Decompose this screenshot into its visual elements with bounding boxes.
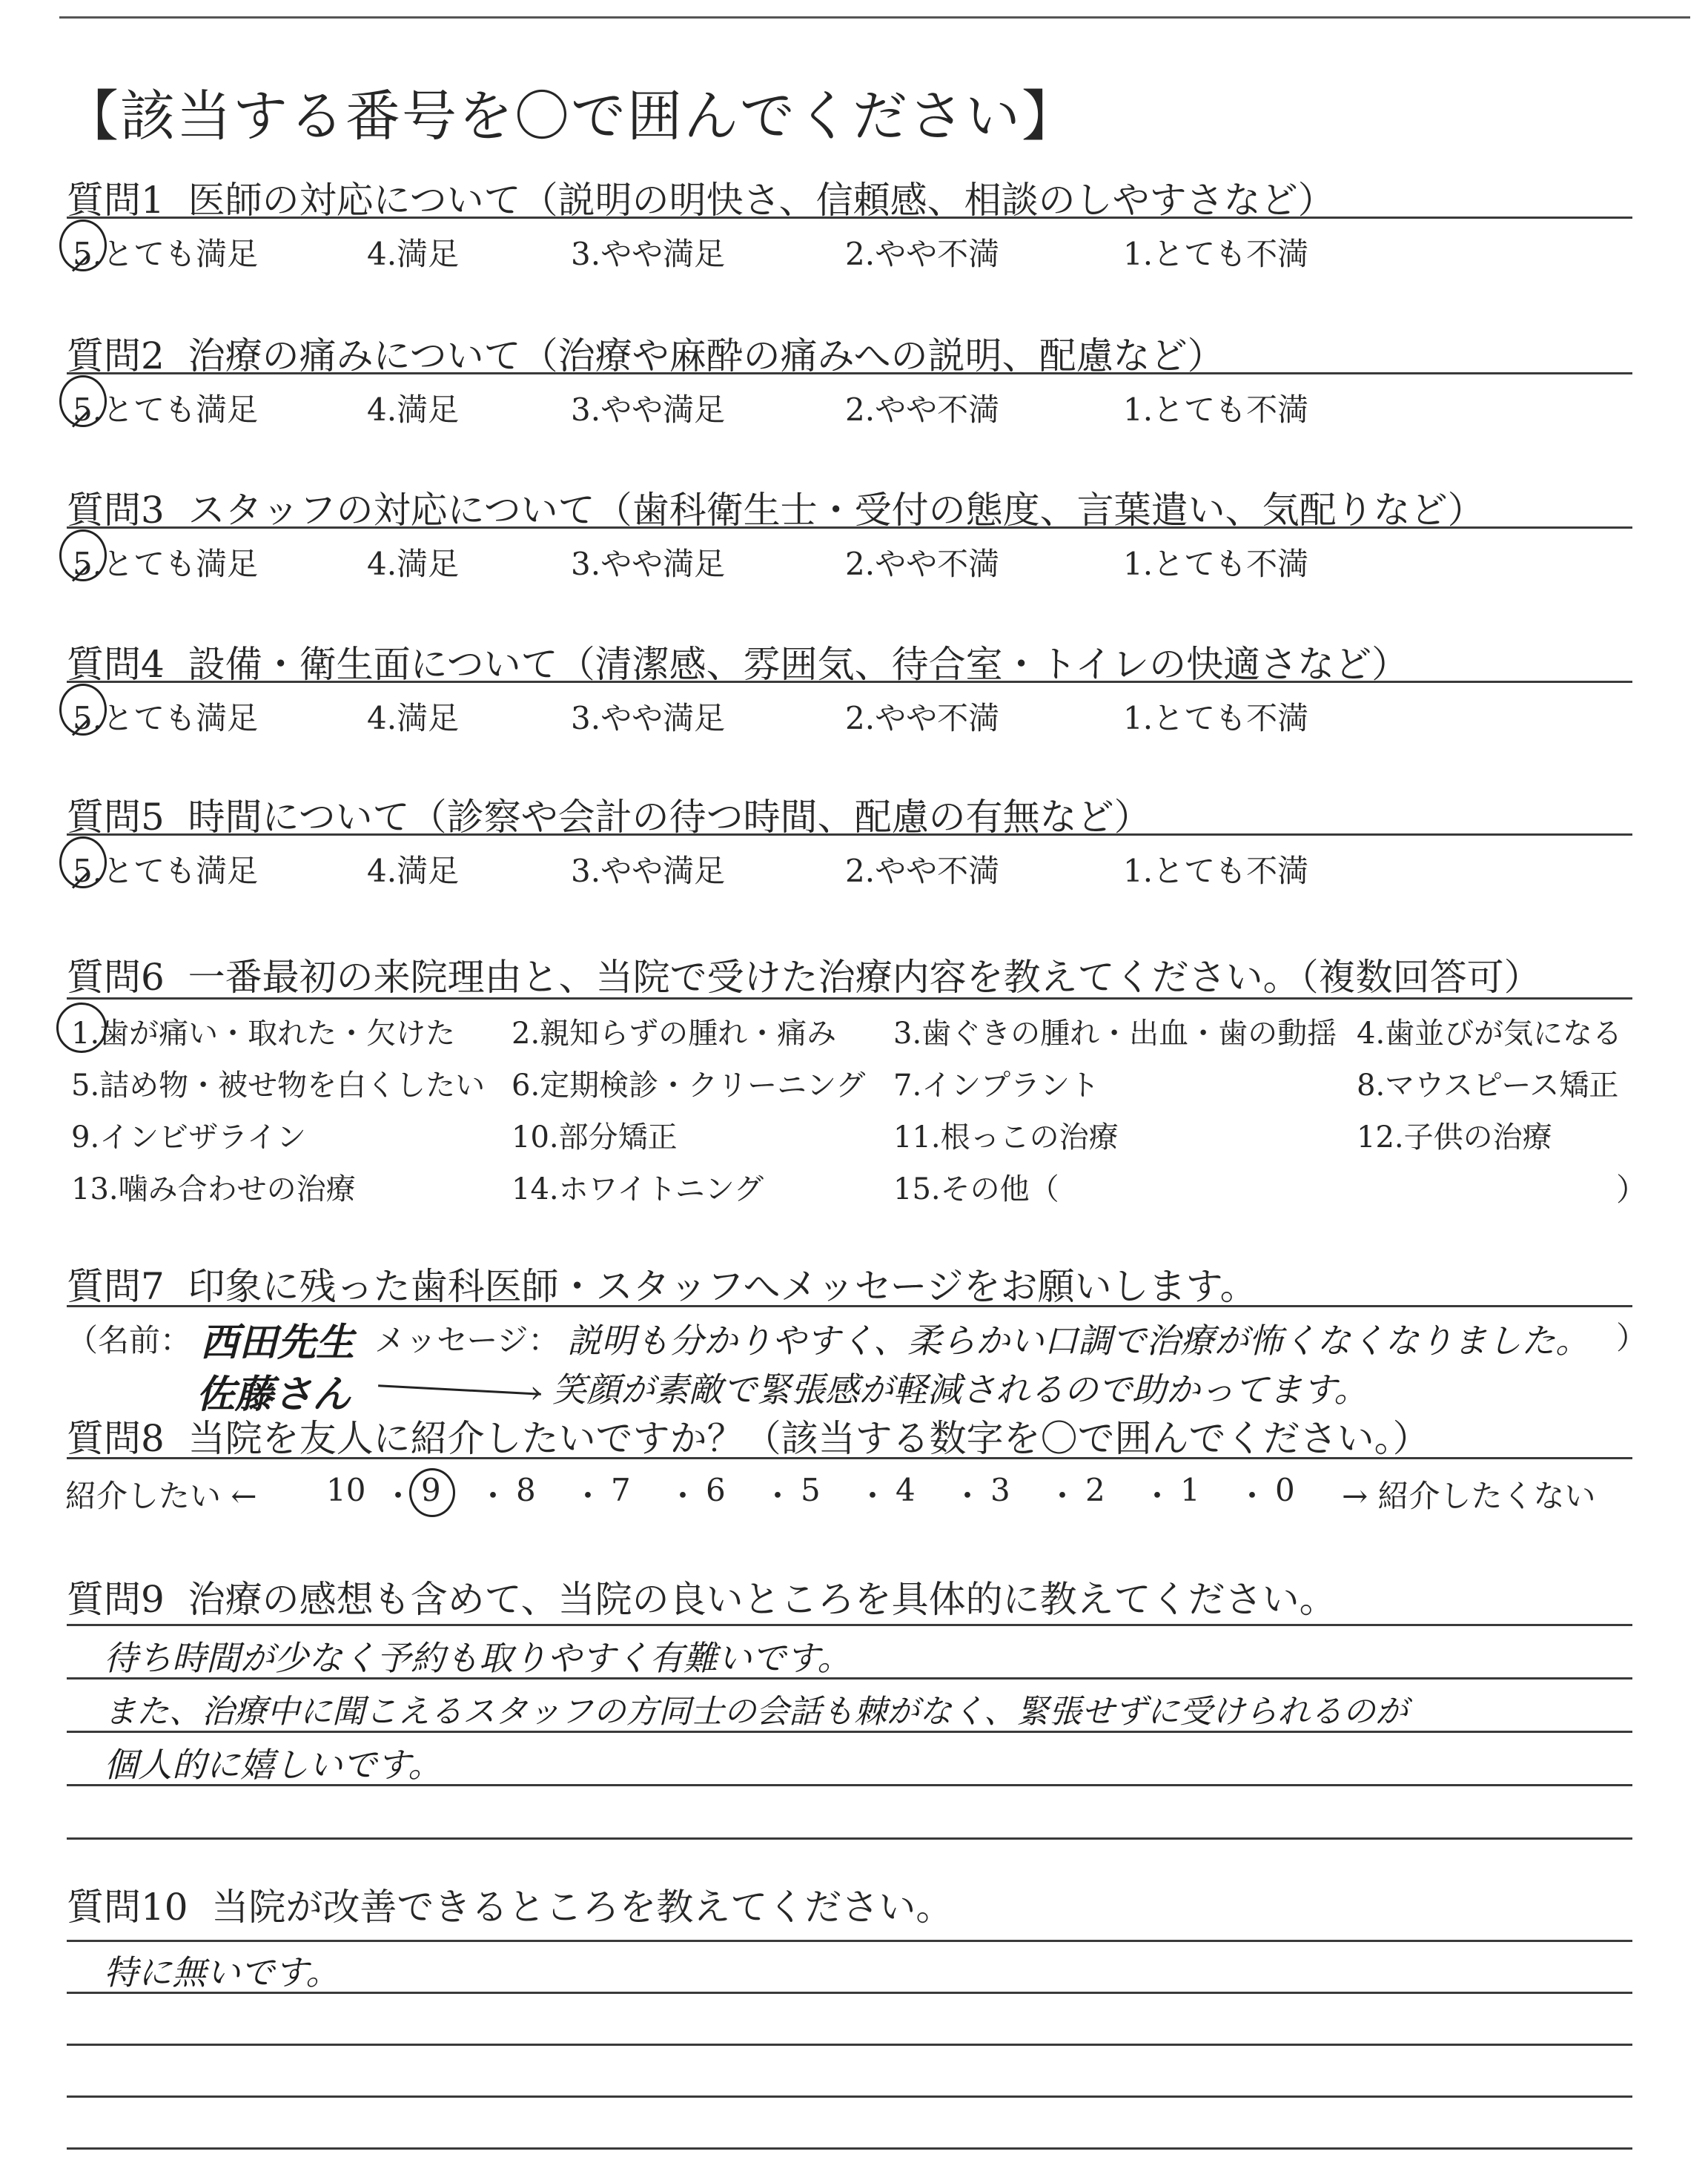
q8-scale-1: 1 (1180, 1472, 1200, 1508)
q7-name-1: 西田先生 (200, 1321, 355, 1365)
q10-line-3 (67, 2044, 1632, 2046)
q8-scale-8: 8 (516, 1472, 536, 1508)
q2-option-3: 3.やや満足 (571, 392, 726, 428)
q1-option-2: 2.やや不満 (845, 236, 1000, 272)
q8-selection-circle (409, 1468, 455, 1517)
q9-heading (67, 1570, 1337, 1623)
q7-label: 質問7 (67, 1265, 165, 1308)
q9-text: 治療の感想も含めて、当院の良いところを具体的に教えてください。 (188, 1578, 1337, 1621)
arrow-right-icon: › (530, 1375, 542, 1410)
q6-option-8: 8.マウスピース矯正 (1357, 1069, 1619, 1103)
q6-option-12: 12.子供の治療 (1357, 1120, 1552, 1155)
top-border (59, 16, 1690, 19)
q10-answer-line-1: 特に無いです。 (104, 1952, 340, 1992)
q6-option-5: 5.詰め物・被せ物を白くしたい (71, 1069, 486, 1103)
q7-text: 印象に残った歯科医師・スタッフへメッセージをお願いします。 (188, 1265, 1257, 1308)
q6-option-15: 15.その他（ (893, 1172, 1059, 1206)
q2-rule (67, 372, 1632, 374)
q6-option-4: 4.歯並びが気になる (1357, 1017, 1623, 1051)
q8-scale-9: 9 (421, 1472, 441, 1508)
q6-heading (67, 948, 1541, 1001)
q1-option-4: 4.満足 (367, 236, 460, 272)
q8-scale-2: 2 (1085, 1472, 1105, 1508)
q6-selection-circle (56, 1003, 107, 1053)
q7-close-paren: ） (1616, 1320, 1648, 1356)
q4-option-5: 5.とても満足 (73, 700, 259, 736)
q2-option-4: 4.満足 (367, 392, 460, 428)
q5-text: 時間について（診察や会計の待つ時間、配慮の有無など） (188, 796, 1151, 839)
q3-option-5: 5.とても満足 (73, 546, 259, 582)
q8-scale-separator: ・ (1237, 1478, 1268, 1514)
q3-option-4: 4.満足 (367, 546, 460, 582)
q8-scale-separator: ・ (667, 1478, 699, 1514)
q5-option-3: 3.やや満足 (571, 853, 726, 889)
q1-label: 質問1 (67, 179, 165, 222)
q7-message-label: メッセージ： (374, 1322, 560, 1358)
q8-scale-separator: ・ (572, 1478, 604, 1514)
q8-scale-10: 10 (326, 1472, 366, 1508)
q5-option-1: 1.とても不満 (1123, 853, 1309, 889)
q8-left-label: 紹介したい ← (65, 1478, 257, 1514)
q6-label: 質問6 (67, 956, 165, 999)
q6-option-6: 6.定期検診・クリーニング (512, 1069, 866, 1103)
q2-label: 質問2 (67, 334, 165, 377)
q6-option-13: 13.噛み合わせの治療 (71, 1172, 356, 1206)
q8-text: 当院を友人に紹介したいですか？（該当する数字を〇で囲んでください。） (188, 1417, 1430, 1460)
q4-option-2: 2.やや不満 (845, 700, 1000, 736)
q4-rule (67, 681, 1632, 683)
q2-option-5: 5.とても満足 (73, 392, 259, 428)
q4-option-4: 4.満足 (367, 700, 460, 736)
q3-label: 質問3 (67, 489, 165, 532)
q6-option-10: 10.部分矯正 (512, 1120, 678, 1155)
q6-other-close: ） (1616, 1172, 1648, 1208)
q10-heading (67, 1877, 953, 1931)
q7-name-2: 佐藤さん (196, 1373, 351, 1417)
q9-label: 質問9 (67, 1578, 165, 1621)
q7-rule (67, 1305, 1632, 1307)
q5-option-4: 4.満足 (367, 853, 460, 889)
q8-right-label: → 紹介したくない (1342, 1478, 1596, 1514)
q1-option-1: 1.とても不満 (1123, 236, 1309, 272)
q10-text: 当院が改善できるところを教えてください。 (211, 1886, 953, 1929)
q8-label: 質問8 (67, 1417, 165, 1460)
q6-text: 一番最初の来院理由と、当院で受けた治療内容を教えてください。（複数回答可） (188, 956, 1541, 999)
q8-scale-separator: ・ (762, 1478, 794, 1514)
q7-message-1: 説明も分かりやすく、柔らかい口調で治療が怖くなくなりました。 (567, 1321, 1590, 1361)
q3-option-2: 2.やや不満 (845, 546, 1000, 582)
q9-answer-line-1: 待ち時間が少なく予約も取りやすく有難いです。 (104, 1638, 852, 1678)
q1-option-5: 5.とても満足 (73, 236, 259, 272)
q8-scale-separator: ・ (857, 1478, 889, 1514)
q4-label: 質問4 (67, 643, 165, 686)
q5-label: 質問5 (67, 796, 165, 839)
q7-name-label: （名前： (67, 1322, 192, 1358)
q6-option-3: 3.歯ぐきの腫れ・出血・歯の動揺 (893, 1017, 1337, 1051)
q8-scale-5: 5 (801, 1472, 821, 1508)
q5-option-5: 5.とても満足 (73, 853, 259, 889)
q9-answer-line-3: 個人的に嬉しいです。 (104, 1745, 443, 1785)
q4-option-1: 1.とても不満 (1123, 700, 1309, 736)
q2-selection-circle (59, 375, 107, 427)
q3-option-3: 3.やや満足 (571, 546, 726, 582)
q10-line-1 (67, 1940, 1632, 1942)
q10-line-5 (67, 2147, 1632, 2150)
q2-option-1: 1.とても不満 (1123, 392, 1309, 428)
q5-rule (67, 833, 1632, 836)
q8-scale-0: 0 (1275, 1472, 1295, 1508)
q8-heading (67, 1409, 1430, 1462)
q6-rule (67, 997, 1632, 1000)
q4-text: 設備・衛生面について（清潔感、雰囲気、待合室・トイレの快適さなど） (188, 643, 1409, 686)
q9-rule (67, 1624, 1632, 1626)
q1-selection-circle (59, 219, 107, 271)
q5-option-2: 2.やや不満 (845, 853, 1000, 889)
q10-line-4 (67, 2095, 1632, 2098)
q8-scale-separator: ・ (1142, 1478, 1174, 1514)
q7-heading (67, 1257, 1257, 1310)
q3-option-1: 1.とても不満 (1123, 546, 1309, 582)
q1-text: 医師の対応について（説明の明快さ、信頼感、相談のしやすさなど） (188, 179, 1335, 222)
q10-label: 質問10 (67, 1886, 188, 1929)
q4-selection-circle (59, 684, 107, 736)
q6-option-11: 11.根っこの治療 (893, 1120, 1119, 1155)
q7-arrow-line (378, 1384, 541, 1396)
q8-rule (67, 1457, 1632, 1459)
q8-scale-7: 7 (611, 1472, 631, 1508)
q8-scale-6: 6 (706, 1472, 726, 1508)
q6-option-9: 9.インビザライン (71, 1120, 306, 1155)
q8-scale-separator: ・ (952, 1478, 984, 1514)
q6-option-7: 7.インプラント (893, 1069, 1100, 1103)
q8-scale-separator: ・ (477, 1478, 509, 1514)
page-title: 【該当する番号を〇で囲んでください】 (64, 85, 1078, 148)
q4-option-3: 3.やや満足 (571, 700, 726, 736)
q3-selection-circle (59, 529, 107, 581)
q6-option-2: 2.親知らずの腫れ・痛み (512, 1017, 837, 1051)
q2-option-2: 2.やや不満 (845, 392, 1000, 428)
q9-line-4 (67, 1837, 1632, 1840)
q7-message-2: 笑顔が素敵で緊張感が軽減されるので助かってます。 (552, 1370, 1368, 1410)
q6-option-14: 14.ホワイトニング (512, 1172, 764, 1206)
q3-rule (67, 526, 1632, 529)
q2-text: 治療の痛みについて（治療や麻酔の痛みへの説明、配慮など） (188, 334, 1225, 377)
q8-scale-separator: ・ (1047, 1478, 1079, 1514)
q5-selection-circle (59, 836, 107, 888)
q1-option-3: 3.やや満足 (571, 236, 726, 272)
q9-answer-line-2: また、治療中に聞こえるスタッフの方同士の会話も棘がなく、緊張せずに受けられるのが (104, 1693, 1409, 1731)
q8-scale-separator: ・ (383, 1478, 414, 1514)
q8-scale-3: 3 (990, 1472, 1010, 1508)
q8-scale-4: 4 (896, 1472, 916, 1508)
q6-option-1: 1.歯が痛い・取れた・欠けた (71, 1017, 456, 1051)
q1-rule (67, 217, 1632, 219)
q3-text: スタッフの対応について（歯科衛生士・受付の態度、言葉遣い、気配りなど） (188, 489, 1485, 532)
